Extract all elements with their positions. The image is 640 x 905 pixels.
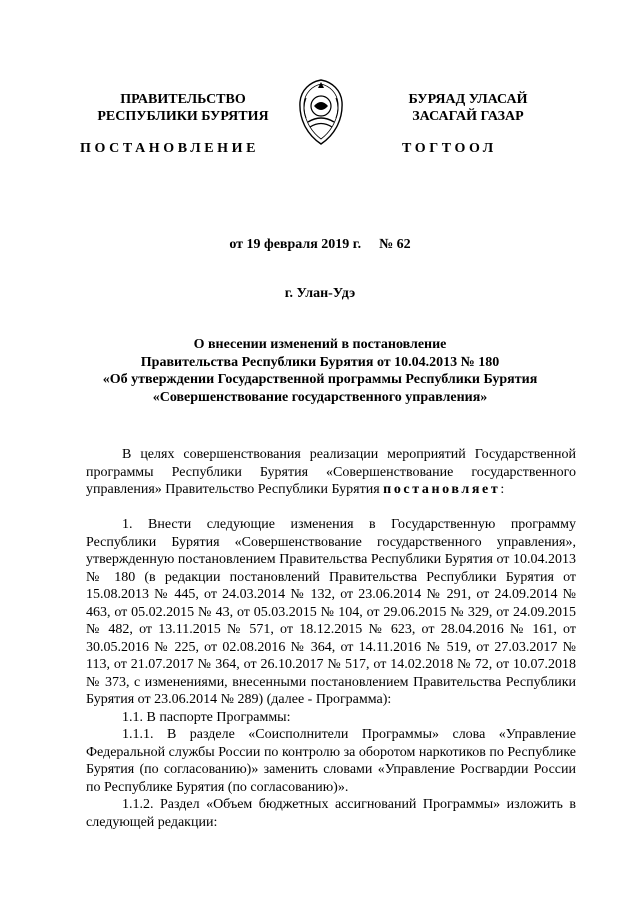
issuer-line-1: ПРАВИТЕЛЬСТВО (120, 92, 246, 107)
issuer-buryat-line-1: БУРЯАД УЛАСАЙ (408, 92, 528, 107)
document-type-buryat: ТОГТООЛ (402, 141, 497, 156)
item-1: 1. Внести следующие изменения в Государственную программу Республики Бурятия «Совершенствование государственного управления», утвержденную постановлением Правительства Республики Бурятия от 10.04.2013 № 180 (в редакции постановлений Правительства Республики Бурятия от 15.08.2013 № 445, от 24.03.2014 № 132, от 23.06.2014 № 291, от 24.09.2014 № 463, от 05.02.2015 № 43, от 05.03.2015 № 104, от 29.06.2015 № 329, от 24.09.2015 № 482, от 13.11.2015 № 571, от 18.12.2015 № 623, от 28.04.2016 № 161, от 30.05.2016 № 225, от 02.08.2016 № 364, от 14.11.2016 № 519, от 27.03.2017 № 113, от 21.07.2017 № 364, от 26.10.2017 № 517, от 14.02.2018 № 72, от 10.07.2018 № 373, с изменениями, внесенными постановлением Правительства Республики Бурятия от 23.06.2014 № 289) (далее - Программа): (86, 517, 576, 707)
title-line-1: О внесении изменений в постановление (193, 337, 447, 352)
document-city: г. Улан-Удэ (284, 286, 356, 301)
item-1-1-1: 1.1.1. В разделе «Соисполнители Программы» слова «Управление Федеральной службы России по контролю за оборотом наркотиков по Республике Бурятия (по согласованию)» заменить словами «Управление Росгвардии России по Республике Бурятия (по согласованию)». (86, 727, 576, 795)
issuer-buryat-line-2: ЗАСАГАЙ ГАЗАР (412, 109, 524, 124)
preamble-text: В целях совершенствования реализации мероприятий Государственной программы Республики Бурятия «Совершенствование государственного управления» Правительство Республики Бурятия (86, 447, 576, 497)
document-number: № 62 (379, 237, 411, 252)
title-line-4: «Совершенствование государственного управления» (152, 389, 488, 405)
preamble-paragraph (86, 446, 576, 499)
document-date: от 19 февраля 2019 г. (229, 237, 362, 252)
resolution-items (86, 516, 576, 831)
document-title (60, 336, 580, 406)
issuer-header-russian (88, 91, 278, 125)
item-1-1-2: 1.1.2. Раздел «Объем бюджетных ассигнований Программы» изложить в следующей редакции: (86, 797, 576, 830)
preamble (86, 446, 576, 499)
title-line-3: «Об утверждении Государственной программы Республики Бурятия (102, 372, 538, 387)
issuer-header-buryat (368, 91, 568, 125)
coat-of-arms-icon (296, 78, 346, 146)
preamble-colon: : (500, 482, 505, 497)
date-line (0, 237, 640, 253)
issuer-line-2: РЕСПУБЛИКИ БУРЯТИЯ (97, 109, 269, 124)
resolves-word: постановляет (383, 482, 501, 497)
title-line-2: Правительства Республики Бурятия от 10.04.2013 № 180 (140, 354, 500, 370)
document-type-russian: ПОСТАНОВЛЕНИЕ (80, 141, 260, 156)
item-1-1: 1.1. В паспорте Программы: (122, 709, 291, 725)
